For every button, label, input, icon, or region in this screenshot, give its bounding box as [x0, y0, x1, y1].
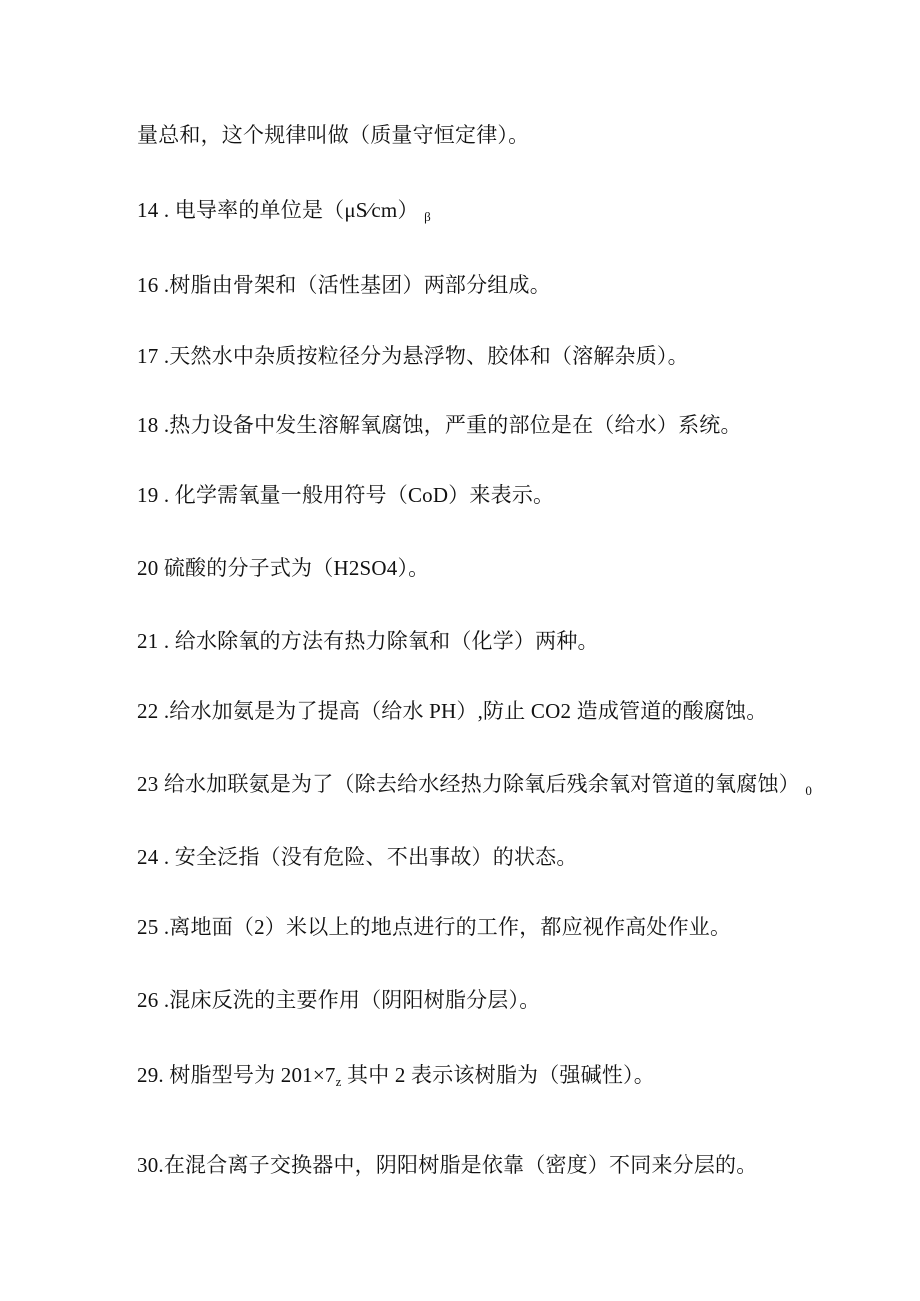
- line-text: 20 硫酸的分子式为（H2SO4）。: [137, 556, 430, 580]
- line-text: 19 . 化学需氧量一般用符号（CoD）来表示。: [137, 483, 555, 507]
- text-line-19: [137, 478, 897, 512]
- text-line-26: [137, 983, 897, 1017]
- line-text: 23 给水加联氨是为了（除去给水经热力除氧后残余氧对管道的氧腐蚀）: [137, 772, 800, 796]
- text-line-18: [137, 408, 897, 442]
- line-text: 14 . 电导率的单位是（μS⁄cm）: [137, 198, 419, 222]
- text-line-24: [137, 840, 897, 874]
- text-line-29: [137, 1058, 897, 1092]
- line-text: 29. 树脂型号为 201×7: [137, 1063, 336, 1087]
- text-line-22: [137, 694, 897, 728]
- line-text: 17 .天然水中杂质按粒径分为悬浮物、胶体和（溶解杂质）。: [137, 344, 689, 368]
- line-trailing-mark: β: [424, 209, 431, 224]
- line-text: 量总和，这个规律叫做（质量守恒定律）。: [137, 123, 530, 147]
- text-line-14: [137, 193, 897, 227]
- line-trailing-mark: 0: [805, 783, 813, 798]
- line-text: 21 . 给水除氧的方法有热力除氧和（化学）两种。: [137, 629, 599, 653]
- text-line-17: [137, 339, 897, 373]
- line-text: 16 .树脂由骨架和（活性基团）两部分组成。: [137, 273, 551, 297]
- text-line-30: [137, 1148, 897, 1182]
- line-text: 26 .混床反洗的主要作用（阴阳树脂分层）。: [137, 988, 541, 1012]
- text-line-16: [137, 268, 897, 302]
- text-line-20: [137, 551, 897, 585]
- text-line-21: [137, 624, 897, 658]
- line-subscript-mark: z: [335, 1074, 342, 1089]
- line-text: 30.在混合离子交换器中，阴阳树脂是依靠（密度）不同来分层的。: [137, 1153, 758, 1177]
- line-text: 24 . 安全泛指（没有危险、不出事故）的状态。: [137, 845, 578, 869]
- line-text: 25 .离地面（2）米以上的地点进行的工作，都应视作高处作业。: [137, 915, 732, 939]
- text-line-23: [137, 767, 897, 801]
- text-line-continuation: [137, 118, 897, 152]
- line-text: 18 .热力设备中发生溶解氧腐蚀，严重的部位是在（给水）系统。: [137, 413, 742, 437]
- line-text-rest: 其中 2 表示该树脂为（强碱性）。: [341, 1063, 655, 1087]
- text-line-25: [137, 910, 897, 944]
- line-text: 22 .给水加氨是为了提高（给水 PH）,防止 CO2 造成管道的酸腐蚀。: [137, 699, 768, 723]
